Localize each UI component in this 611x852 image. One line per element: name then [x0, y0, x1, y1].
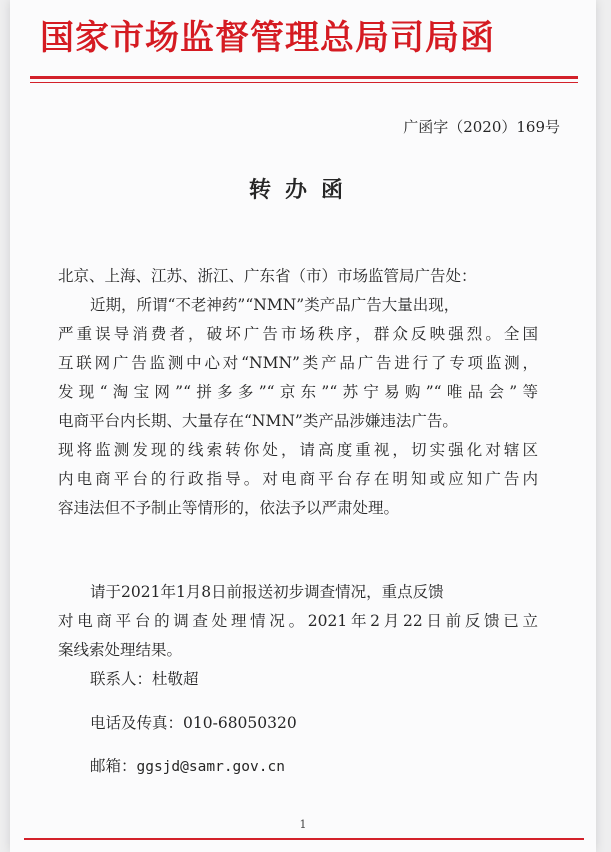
- page-number: 1: [299, 818, 307, 831]
- contact-person: [90, 665, 199, 693]
- contact-email-label: 邮箱：: [90, 757, 137, 775]
- contact-phone-label: 电话及传真：: [90, 714, 184, 732]
- contact-phone: [90, 709, 297, 737]
- letterhead-rule-thin: [30, 82, 578, 83]
- body-line: 互联网广告监测中心对“NMN”类产品广告进行了专项监测，: [58, 354, 538, 372]
- letterhead-rule-thick: [30, 76, 578, 79]
- body-line: 发现“淘宝网”“拼多多”“京东”“苏宁易购”“唯品会”等: [58, 383, 538, 401]
- document-title: 转办函: [248, 177, 357, 203]
- addressee: 北京、上海、江苏、浙江、广东省（市）市场监管局广告处：: [58, 267, 477, 285]
- body-line: 严重误导消费者，破坏广告市场秩序，群众反映强烈。全国: [58, 325, 538, 343]
- letter-page: [10, 0, 596, 852]
- body-line: 电商平台内长期、大量存在“NMN”类产品涉嫌违法广告。: [58, 412, 458, 430]
- body-line: 现将监测发现的线索转你处，请高度重视，切实强化对辖区: [58, 441, 538, 459]
- body-line: 对电商平台的调查处理情况。2021年2月22日前反馈已立: [58, 612, 538, 630]
- contact-email: [90, 752, 285, 781]
- body-line: 容违法但不予制止等情形的，依法予以严肃处理。: [58, 499, 400, 517]
- body-line: 请于2021年1月8日前报送初步调查情况，重点反馈: [90, 583, 444, 601]
- footer-rule: [24, 838, 584, 840]
- document-number: 广函字（2020）169号: [403, 118, 560, 136]
- body-line: 内电商平台的行政指导。对电商平台存在明知或应知广告内: [58, 470, 538, 488]
- letterhead-title: 国家市场监督管理总局司局函: [40, 18, 495, 58]
- contact-phone-number: 010-68050320: [183, 714, 297, 732]
- contact-email-address[interactable]: ggsjd@samr.gov.cn: [136, 759, 285, 775]
- body-line: 近期，所谓“不老神药”“NMN”类产品广告大量出现，: [90, 296, 460, 314]
- contact-person-label: 联系人：: [90, 670, 153, 688]
- body-line: 案线索处理结果。: [58, 641, 183, 659]
- contact-person-name: 杜敬超: [152, 670, 199, 688]
